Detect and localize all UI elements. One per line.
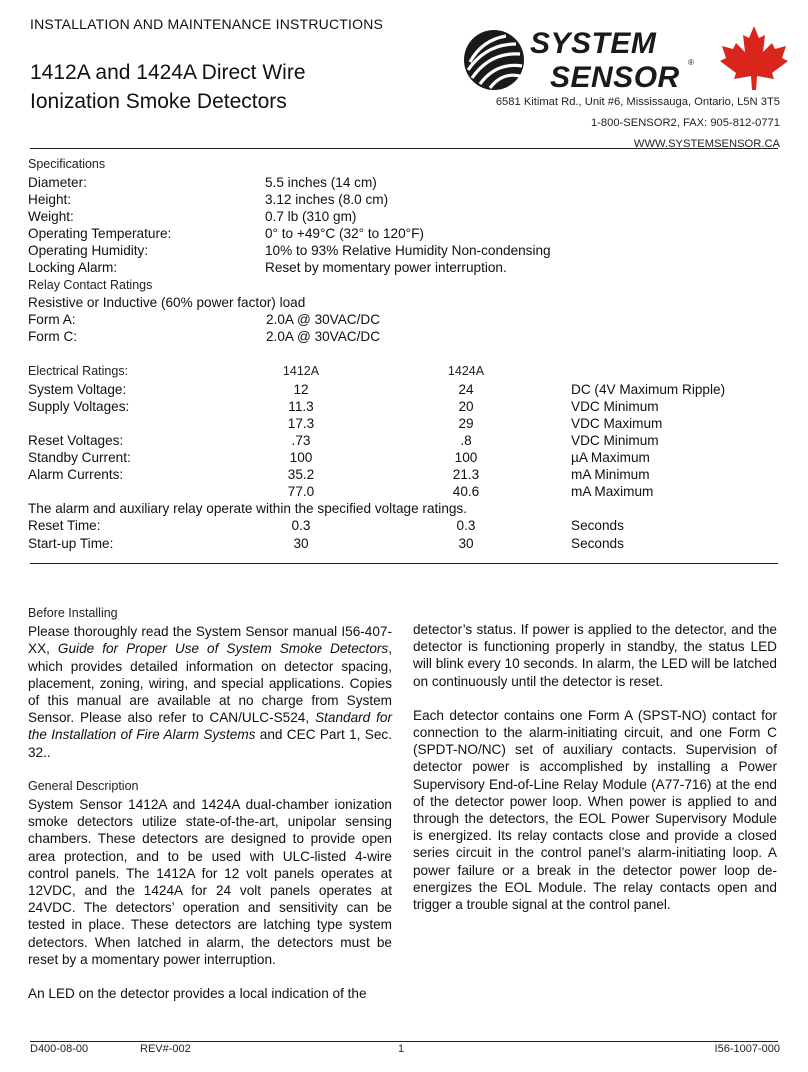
company-website[interactable]: WWW.SYSTEMSENSOR.CA [633, 138, 780, 150]
relay-label: Form A: [28, 312, 76, 327]
electrical-unit: mA Minimum [571, 467, 650, 482]
spec-row [28, 191, 778, 208]
electrical-unit: µA Maximum [571, 450, 650, 465]
electrical-row [28, 483, 778, 500]
maple-leaf-icon [720, 26, 788, 90]
electrical-row [28, 398, 778, 415]
spec-label: Operating Temperature: [28, 226, 172, 241]
document-type: INSTALLATION AND MAINTENANCE INSTRUCTIONS [30, 16, 384, 32]
relay-heading: Relay Contact Ratings [28, 278, 153, 292]
timing-unit: Seconds [571, 518, 624, 533]
spec-value: 3.12 inches (8.0 cm) [265, 192, 389, 207]
spec-row [28, 225, 778, 242]
value-1424a: .8 [460, 433, 472, 448]
electrical-unit: VDC Maximum [571, 416, 663, 431]
electrical-unit: VDC Minimum [571, 433, 659, 448]
relay-value: 2.0A @ 30VAC/DC [266, 329, 381, 344]
brand-line-1: SYSTEM [530, 27, 657, 60]
company-phone: 1-800-SENSOR2, FAX: 905-812-0771 [590, 117, 780, 129]
footer-document-number: I56-1007-000 [714, 1043, 780, 1055]
value-1424a: 0.3 [456, 518, 476, 533]
section-divider [30, 563, 778, 564]
footer-code: D400-08-00 [30, 1043, 89, 1055]
electrical-row [28, 466, 778, 483]
value-1412a: .73 [291, 433, 311, 448]
general-description-heading: General Description [28, 778, 139, 793]
value-1412a: 17.3 [287, 416, 315, 431]
electrical-row [28, 432, 778, 449]
brand-line-2: SENSOR [550, 61, 680, 94]
footer-divider [30, 1041, 778, 1042]
electrical-header [28, 364, 778, 381]
spec-label: Locking Alarm: [28, 260, 118, 275]
value-1424a: 100 [454, 450, 478, 465]
spec-value: Reset by momentary power interruption. [265, 260, 507, 275]
spec-value: 10% to 93% Relative Humidity Non-condensing [265, 243, 551, 258]
spec-row [28, 174, 778, 191]
spec-label: Height: [28, 192, 72, 207]
value-1424a: 30 [458, 536, 474, 551]
electrical-row [28, 415, 778, 432]
value-1424a: 20 [458, 399, 474, 414]
spec-label: Diameter: [28, 175, 87, 190]
spec-label: Operating Humidity: [28, 243, 149, 258]
value-1412a: 0.3 [291, 518, 311, 533]
timing-row [28, 535, 778, 552]
header-divider [30, 148, 778, 149]
relay-row [28, 311, 778, 328]
value-1412a: 11.3 [288, 399, 314, 414]
timing-label: Start-up Time: [28, 536, 114, 551]
value-1424a: 21.3 [452, 467, 480, 482]
col-header-1412a: 1412A [282, 364, 320, 378]
relay-label: Form C: [28, 329, 78, 344]
value-1412a: 77.0 [287, 484, 315, 499]
value-1424a: 24 [458, 382, 474, 397]
relay-value: 2.0A @ 30VAC/DC [266, 312, 381, 327]
value-1412a: 100 [289, 450, 313, 465]
electrical-row [28, 381, 778, 398]
led-intro-text: An LED on the detector provides a local indication of the [28, 986, 367, 1002]
timing-unit: Seconds [571, 536, 624, 551]
electrical-label: System Voltage: [28, 382, 127, 397]
relay-load: Resistive or Inductive (60% power factor) load [28, 295, 306, 310]
title-line-1: 1412A and 1424A Direct Wire [30, 61, 306, 84]
col-header-1424a: 1424A [447, 364, 485, 378]
electrical-label: Alarm Currents: [28, 467, 124, 482]
spec-row [28, 208, 778, 225]
electrical-row [28, 449, 778, 466]
electrical-label: Reset Voltages: [28, 433, 124, 448]
timing-row [28, 517, 778, 534]
spec-value: 0.7 lb (310 gm) [265, 209, 357, 224]
relay-row [28, 328, 778, 345]
before-installing-text: Please thoroughly read the System Sensor manual I56-407-XX, Guide for Proper Use of System Smoke Detectors, which provides detailed information on detector spacing, placement, zoning, wiring, and special applications. Copies of this manual are available at no charge from System Sensor. Please also refer to CAN/ULC-S524, Standard for the Installation of Fire Alarm Systems and CEC Part 1, Sec. 32.. [28, 624, 393, 760]
electrical-unit: mA Maximum [571, 484, 654, 499]
electrical-unit: VDC Minimum [571, 399, 659, 414]
company-logo [462, 22, 792, 94]
before-installing-heading: Before Installing [28, 606, 118, 620]
swirl-icon [464, 30, 524, 90]
electrical-label: Supply Voltages: [28, 399, 130, 414]
spec-value: 5.5 inches (14 cm) [265, 175, 377, 190]
right-column [413, 621, 777, 913]
specifications-heading: Specifications [28, 157, 106, 171]
electrical-unit: DC (4V Maximum Ripple) [571, 382, 726, 397]
registered-mark: ® [688, 58, 694, 67]
led-status-text: detector’s status. If power is applied to the detector, and the detector is functioning properly in standby, the status LED will blink every 10 seconds. In alarm, the LED will be latched on continuously until the detector is reset. [413, 622, 777, 689]
value-1412a: 12 [293, 382, 309, 397]
timing-label: Reset Time: [28, 518, 101, 533]
left-column [28, 605, 392, 1002]
electrical-heading: Electrical Ratings: [28, 364, 129, 378]
title-line-2: Ionization Smoke Detectors [30, 90, 287, 113]
spec-label: Weight: [28, 209, 74, 224]
electrical-label: Standby Current: [28, 450, 131, 465]
spec-row [28, 242, 778, 259]
page-number: 1 [398, 1043, 405, 1055]
spec-row [28, 259, 778, 276]
contacts-text: Each detector contains one Form A (SPST-NO) contact for connection to the alarm-initiating circuit, and one Form C (SPDT-NO/NC) set of auxiliary contacts. Supervision of detector power is accomplished by installing a Power Supervisory End-of-Line Relay Module (A77-716) at the end of the detector power loop. When power is applied to and through the detectors, the EOL Power Supervisory Module is energized. Its relay contacts close and provide a closed series circuit in the control panel’s alarm-initiating loop. A power failure or a break in the detector power loop de-energizes the EOL Module. The relay contacts open and trigger a trouble signal at the control panel. [413, 707, 777, 913]
value-1412a: 30 [293, 536, 309, 551]
value-1424a: 29 [458, 416, 474, 431]
electrical-note: The alarm and auxiliary relay operate within the specified voltage ratings. [28, 501, 468, 516]
value-1424a: 40.6 [452, 484, 480, 499]
company-address: 6581 Kitimat Rd., Unit #6, Mississauga, Ontario, L5N 3T5 [495, 96, 780, 108]
value-1412a: 35.2 [287, 467, 315, 482]
footer-revision: REV#-002 [140, 1043, 191, 1055]
spec-value: 0° to +49°C (32° to 120°F) [265, 226, 424, 241]
general-description-text: System Sensor 1412A and 1424A dual-chamber ionization smoke detectors utilize state-of-the-art, unipolar sensing chambers. These detectors are designed to provide open area protection, and to be used with ULC-listed 4-wire control panels. The 1412A for 12 volt panels operates at 12VDC, and the 1424A for 24 volt panels operates at 24VDC. The detectors’ operation and sensitivity can be tested in place. These detectors are latching type system detectors. When latched in alarm, the detectors must be reset by a momentary power interruption. [28, 797, 392, 967]
